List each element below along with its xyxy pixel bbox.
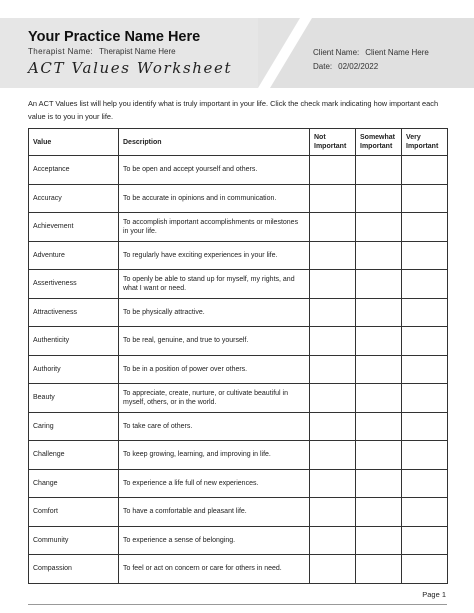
client-label: Client Name:	[313, 48, 360, 57]
somewhat-important-checkbox-cell[interactable]	[356, 270, 402, 299]
column-header-value: Value	[29, 129, 119, 156]
somewhat-important-checkbox-cell[interactable]	[356, 555, 402, 584]
very-important-checkbox-cell[interactable]	[402, 441, 448, 470]
somewhat-important-checkbox-cell[interactable]	[356, 156, 402, 185]
very-important-checkbox-cell[interactable]	[402, 156, 448, 185]
table-row	[29, 355, 448, 384]
somewhat-important-checkbox-cell[interactable]	[356, 469, 402, 498]
description-cell: To keep growing, learning, and improving in life.	[119, 441, 310, 470]
table-row	[29, 412, 448, 441]
value-cell: Authenticity	[29, 327, 119, 356]
client-name[interactable]: Client Name Here	[365, 48, 429, 57]
client-row	[313, 48, 429, 57]
value-cell: Community	[29, 526, 119, 555]
description-cell: To be accurate in opinions and in communication.	[119, 184, 310, 213]
value-cell: Comfort	[29, 498, 119, 527]
very-important-checkbox-cell[interactable]	[402, 526, 448, 555]
very-important-checkbox-cell[interactable]	[402, 184, 448, 213]
value-cell: Acceptance	[29, 156, 119, 185]
not-important-checkbox-cell[interactable]	[310, 327, 356, 356]
description-cell: To experience a life full of new experiences.	[119, 469, 310, 498]
description-cell: To accomplish important accomplishments or milestones in your life.	[119, 213, 310, 242]
value-cell: Achievement	[29, 213, 119, 242]
somewhat-important-checkbox-cell[interactable]	[356, 327, 402, 356]
very-important-checkbox-cell[interactable]	[402, 270, 448, 299]
not-important-checkbox-cell[interactable]	[310, 270, 356, 299]
table-row	[29, 498, 448, 527]
footer-divider	[28, 604, 447, 605]
not-important-checkbox-cell[interactable]	[310, 412, 356, 441]
not-important-checkbox-cell[interactable]	[310, 156, 356, 185]
not-important-checkbox-cell[interactable]	[310, 213, 356, 242]
description-cell: To appreciate, create, nurture, or cultivate beautiful in myself, others, or in the world.	[119, 384, 310, 413]
table-row	[29, 384, 448, 413]
not-important-checkbox-cell[interactable]	[310, 298, 356, 327]
table-row	[29, 469, 448, 498]
worksheet-title: ACT Values Worksheet	[28, 59, 233, 77]
table-header-row	[29, 129, 448, 156]
very-important-checkbox-cell[interactable]	[402, 498, 448, 527]
description-cell: To be in a position of power over others.	[119, 355, 310, 384]
not-important-checkbox-cell[interactable]	[310, 384, 356, 413]
somewhat-important-checkbox-cell[interactable]	[356, 184, 402, 213]
table-row	[29, 156, 448, 185]
value-cell: Assertiveness	[29, 270, 119, 299]
table-row	[29, 241, 448, 270]
table-row	[29, 555, 448, 584]
description-cell: To regularly have exciting experiences in your life.	[119, 241, 310, 270]
page-number: Page 1	[422, 590, 446, 599]
somewhat-important-checkbox-cell[interactable]	[356, 384, 402, 413]
therapist-label: Therapist Name:	[28, 47, 94, 56]
not-important-checkbox-cell[interactable]	[310, 555, 356, 584]
value-cell: Accuracy	[29, 184, 119, 213]
value-cell: Beauty	[29, 384, 119, 413]
table-row	[29, 213, 448, 242]
somewhat-important-checkbox-cell[interactable]	[356, 241, 402, 270]
date-row	[313, 62, 378, 71]
somewhat-important-checkbox-cell[interactable]	[356, 526, 402, 555]
not-important-checkbox-cell[interactable]	[310, 469, 356, 498]
somewhat-important-checkbox-cell[interactable]	[356, 213, 402, 242]
somewhat-important-checkbox-cell[interactable]	[356, 412, 402, 441]
date-label: Date:	[313, 62, 333, 71]
not-important-checkbox-cell[interactable]	[310, 241, 356, 270]
value-cell: Authority	[29, 355, 119, 384]
values-table	[28, 128, 448, 584]
practice-name: Your Practice Name Here	[28, 29, 201, 45]
value-cell: Caring	[29, 412, 119, 441]
date-value[interactable]: 02/02/2022	[338, 62, 379, 71]
table-row	[29, 327, 448, 356]
very-important-checkbox-cell[interactable]	[402, 355, 448, 384]
not-important-checkbox-cell[interactable]	[310, 355, 356, 384]
not-important-checkbox-cell[interactable]	[310, 498, 356, 527]
table-row	[29, 298, 448, 327]
column-header-description: Description	[119, 129, 310, 156]
column-header-not-important: Not Important	[310, 129, 356, 156]
description-cell: To take care of others.	[119, 412, 310, 441]
description-cell: To be real, genuine, and true to yourself.	[119, 327, 310, 356]
very-important-checkbox-cell[interactable]	[402, 298, 448, 327]
therapist-row	[28, 47, 176, 56]
table-row	[29, 526, 448, 555]
somewhat-important-checkbox-cell[interactable]	[356, 498, 402, 527]
not-important-checkbox-cell[interactable]	[310, 526, 356, 555]
very-important-checkbox-cell[interactable]	[402, 469, 448, 498]
very-important-checkbox-cell[interactable]	[402, 555, 448, 584]
description-cell: To openly be able to stand up for myself, my rights, and what I want or need.	[119, 270, 310, 299]
therapist-name[interactable]: Therapist Name Here	[99, 47, 176, 56]
very-important-checkbox-cell[interactable]	[402, 241, 448, 270]
somewhat-important-checkbox-cell[interactable]	[356, 298, 402, 327]
not-important-checkbox-cell[interactable]	[310, 184, 356, 213]
value-cell: Change	[29, 469, 119, 498]
very-important-checkbox-cell[interactable]	[402, 384, 448, 413]
very-important-checkbox-cell[interactable]	[402, 327, 448, 356]
very-important-checkbox-cell[interactable]	[402, 412, 448, 441]
very-important-checkbox-cell[interactable]	[402, 213, 448, 242]
value-cell: Challenge	[29, 441, 119, 470]
table-body	[29, 156, 448, 584]
intro-text: An ACT Values list will help you identify what is truly important in your life. Click the check mark indicating how important each value is to you in your life.	[28, 99, 439, 121]
description-cell: To be physically attractive.	[119, 298, 310, 327]
column-header-somewhat-important: Somewhat Important	[356, 129, 402, 156]
table-row	[29, 184, 448, 213]
description-cell: To feel or act on concern or care for others in need.	[119, 555, 310, 584]
description-cell: To have a comfortable and pleasant life.	[119, 498, 310, 527]
description-cell: To be open and accept yourself and others.	[119, 156, 310, 185]
value-cell: Attractiveness	[29, 298, 119, 327]
value-cell: Adventure	[29, 241, 119, 270]
value-cell: Compassion	[29, 555, 119, 584]
somewhat-important-checkbox-cell[interactable]	[356, 441, 402, 470]
table-row	[29, 441, 448, 470]
somewhat-important-checkbox-cell[interactable]	[356, 355, 402, 384]
not-important-checkbox-cell[interactable]	[310, 441, 356, 470]
description-cell: To experience a sense of belonging.	[119, 526, 310, 555]
table-row	[29, 270, 448, 299]
column-header-very-important: Very Important	[402, 129, 448, 156]
